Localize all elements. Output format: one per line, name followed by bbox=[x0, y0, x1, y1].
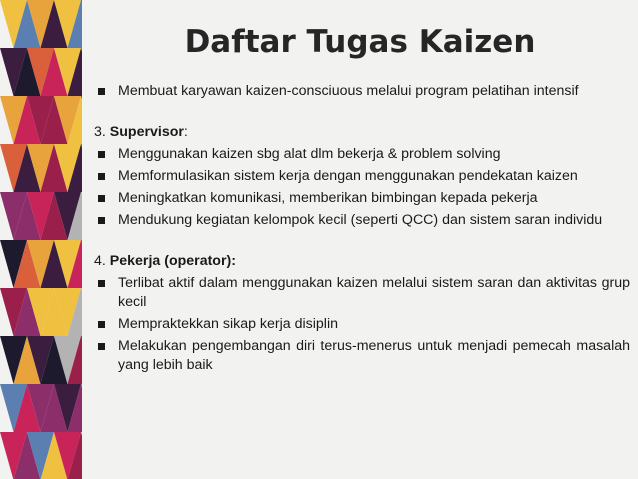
square-bullet-icon bbox=[98, 88, 105, 95]
slide-title: Daftar Tugas Kaizen bbox=[184, 24, 536, 60]
bullet-item bbox=[94, 315, 630, 334]
square-bullet-icon bbox=[98, 280, 105, 287]
bullet-text: Membuat karyawan kaizen-consciuous melalui program pelatihan intensif bbox=[118, 83, 579, 99]
square-bullet-icon bbox=[98, 217, 105, 224]
bullet-text: Meningkatkan komunikasi, memberikan bimbingan kepada pekerja bbox=[118, 190, 538, 206]
section-heading-pekerja bbox=[94, 252, 630, 271]
section-label: Supervisor bbox=[109, 124, 184, 140]
section-number: 3. bbox=[94, 124, 106, 140]
slide bbox=[82, 0, 638, 479]
bullet-item bbox=[94, 145, 630, 164]
square-bullet-icon bbox=[98, 195, 105, 202]
section-number: 4. bbox=[94, 253, 106, 269]
slide-body bbox=[94, 82, 630, 378]
bullet-item bbox=[94, 82, 630, 101]
triangle-pattern bbox=[0, 0, 82, 479]
bullet-text: Memformulasikan sistem kerja dengan menggunakan pendekatan kaizen bbox=[118, 168, 578, 184]
spacer bbox=[94, 104, 630, 123]
bullet-text: Mendukung kegiatan kelompok kecil (seperti QCC) dan sistem saran individu bbox=[118, 212, 603, 228]
bullet-item bbox=[94, 167, 630, 186]
square-bullet-icon bbox=[98, 321, 105, 328]
section-heading-supervisor bbox=[94, 123, 630, 142]
spacer bbox=[94, 233, 630, 252]
square-bullet-icon bbox=[98, 343, 105, 350]
bullet-item bbox=[94, 189, 630, 208]
section-label: Pekerja (operator): bbox=[109, 253, 236, 269]
bullet-text: Mempraktekkan sikap kerja disiplin bbox=[118, 316, 338, 332]
bullet-text: Melakukan pengembangan diri terus-menerus untuk menjadi pemecah masalah yang lebih baik bbox=[118, 338, 630, 373]
bullet-text: Terlibat aktif dalam menggunakan kaizen melalui sistem saran dan aktivitas grup kecil bbox=[118, 275, 630, 310]
section-suffix: : bbox=[183, 124, 188, 140]
bullet-item bbox=[94, 337, 630, 375]
square-bullet-icon bbox=[98, 151, 105, 158]
square-bullet-icon bbox=[98, 173, 105, 180]
bullet-text: Menggunakan kaizen sbg alat dlm bekerja & problem solving bbox=[118, 146, 501, 162]
bullet-item bbox=[94, 211, 630, 230]
bullet-item bbox=[94, 274, 630, 312]
geometric-pattern-sidebar bbox=[0, 0, 82, 479]
